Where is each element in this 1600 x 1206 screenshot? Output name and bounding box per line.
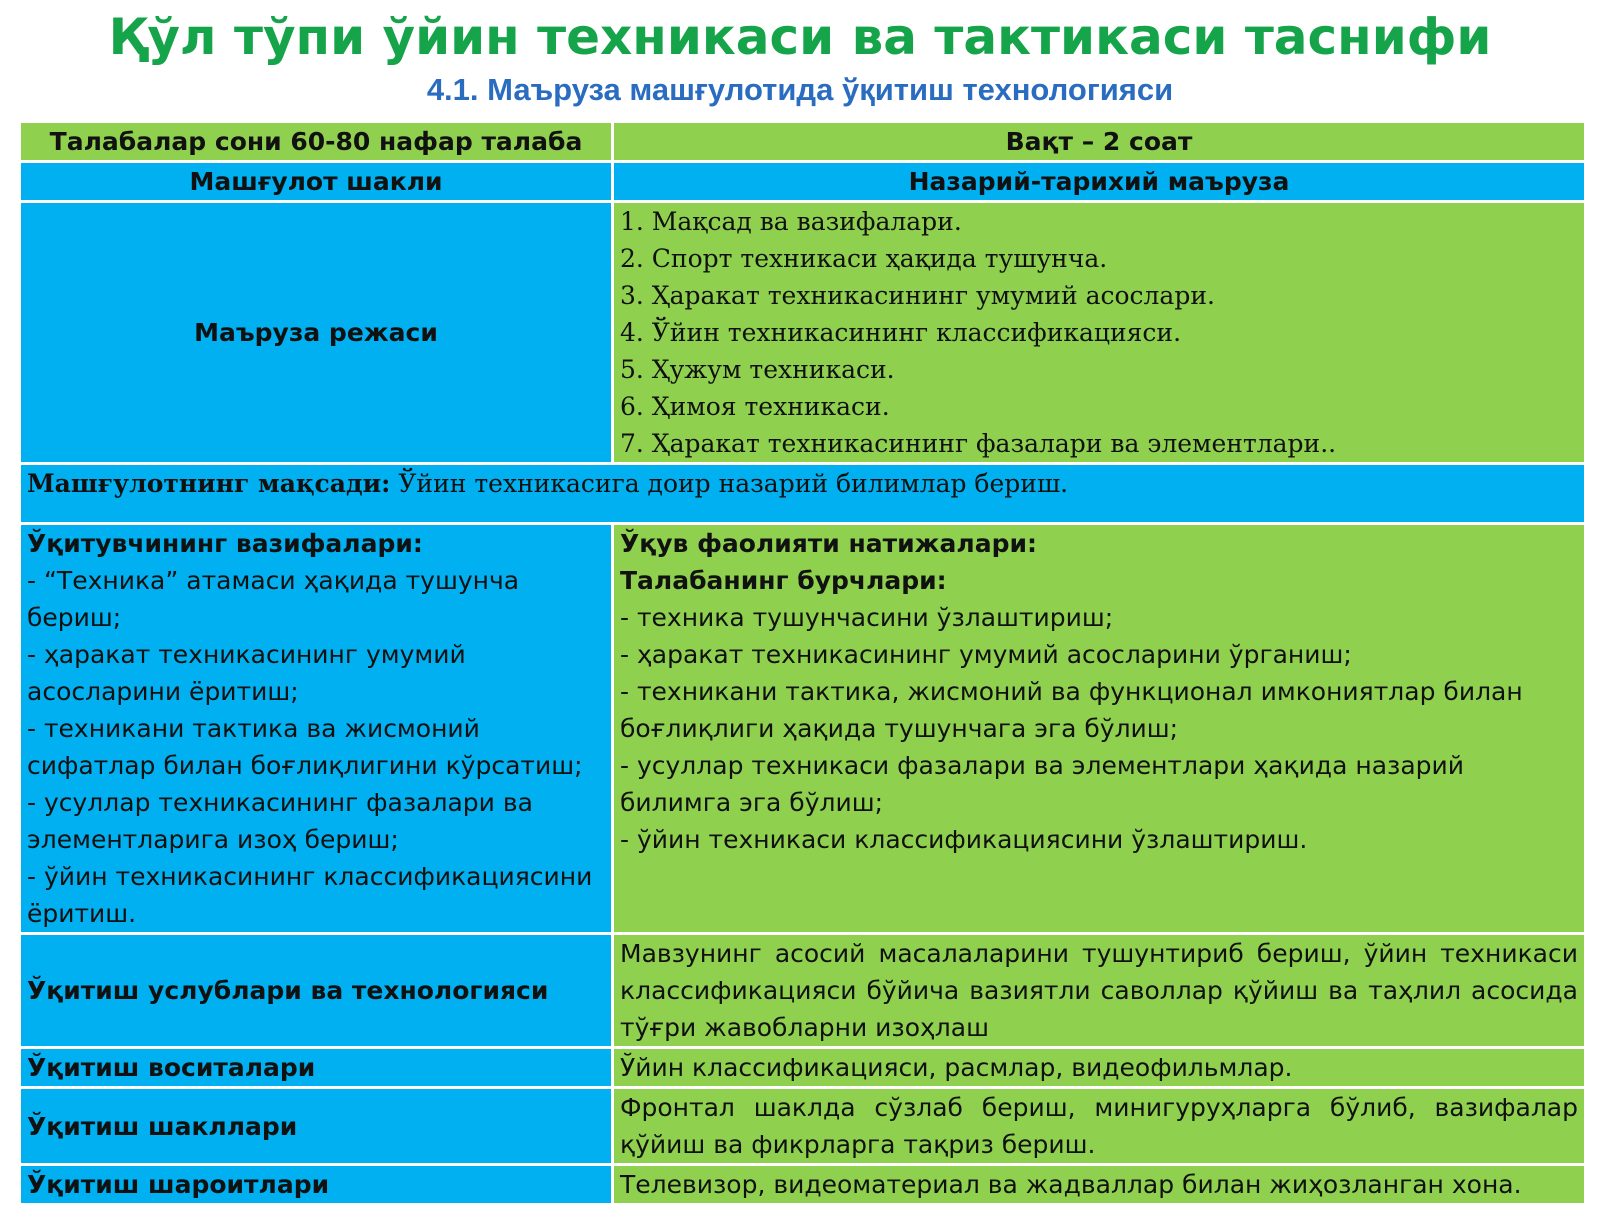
list-item: 4. Ўйин техникасининг классификацияси. [620,318,1182,347]
lesson-goal-cell [20,464,1586,524]
duration-cell: Вақт – 2 соат [613,122,1586,162]
lesson-form-label: Машғулот шакли [20,162,613,202]
list-item: - техникани тактика, жисмоний ва функционал имкониятлар билан боғлиқлиги ҳақида тушунчага эга бўлиш; [620,677,1523,743]
table-row-teaching-forms [20,1088,1586,1165]
list-item: - ҳаракат техникасининг умумий асосларини ўрганиш; [620,640,1352,669]
learning-results-cell [613,524,1586,934]
lecture-plan-label: Маъруза режаси [20,202,613,464]
list-item: - ўйин техникаси классификациясини ўзлаштириш. [620,825,1308,854]
teaching-forms-label: Ўқитиш шакллари [20,1088,613,1165]
teaching-forms-text: Фронтал шаклда сўзлаб бериш, минигуруҳларга бўлиб, вазифалар қўйиш ва фикрларга тақриз бериш. [613,1088,1586,1165]
table-row-lesson-goal [20,464,1586,524]
students-count-cell: Талабалар сони 60-80 нафар талаба [20,122,613,162]
page-subtitle: 4.1. Маъруза машғулотида ўқитиш технологияси [426,72,1174,107]
learning-results-title: Ўқув фаолияти натижалари: [620,529,1037,558]
student-duties-title: Талабанинг бурчлари: [620,566,947,595]
table-row-students-time [20,122,1586,162]
lecture-plan-list [613,202,1586,464]
list-item: 7. Ҳаракат техникасининг фазалари ва элементлари.. [620,429,1337,458]
teaching-conditions-label: Ўқитиш шароитлари [20,1165,613,1205]
teacher-tasks-cell [20,524,613,934]
teaching-methods-text: Мавзунинг асосий масалаларини тушунтириб бериш, ўйин техникаси классификацияси бўйича вазиятли саволлар қўйиш ва таҳлил асосида тўғри жавобларни изоҳлаш [613,934,1586,1048]
list-item: 5. Ҳужум техникаси. [620,355,895,384]
table-row-lecture-plan [20,202,1586,464]
lesson-form-value: Назарий-тарихий маъруза [613,162,1586,202]
table-row-teaching-tools [20,1048,1586,1088]
table-row-lesson-form [20,162,1586,202]
teacher-tasks-title: Ўқитувчининг вазифалари: [27,529,423,558]
page-title: Қўл тўпи ўйин техникаси ва тактикаси таснифи [108,8,1492,66]
teaching-tools-text: Ўйин классификацияси, расмлар, видеофильмлар. [613,1048,1586,1088]
list-item: - “Техника” атамаси ҳақида тушунча бериш; [27,566,520,632]
list-item: 6. Ҳимоя техникаси. [620,392,890,421]
list-item: 2. Спорт техникаси ҳақида тушунча. [620,244,1108,273]
table-row-teaching-conditions [20,1165,1586,1205]
list-item: - ўйин техникасининг классификациясини ёритиш. [27,862,593,928]
list-item: - техника тушунчасини ўзлаштириш; [620,603,1114,632]
list-item: - техникани тактика ва жисмоний сифатлар билан боғлиқлигини кўрсатиш; [27,714,583,780]
list-item: 1. Мақсад ва вазифалари. [620,207,962,236]
teaching-tools-label: Ўқитиш воситалари [20,1048,613,1088]
teaching-conditions-text: Телевизор, видеоматериал ва жадваллар билан жиҳозланган хона. [613,1165,1586,1205]
lesson-goal-text: Ўйин техникасига доир назарий билимлар бериш. [390,469,1069,498]
lesson-plan-table [18,120,1587,1206]
list-item: - усуллар техникасининг фазалари ва элементларига изоҳ бериш; [27,788,533,854]
list-item: 3. Ҳаракат техникасининг умумий асослари. [620,281,1215,310]
list-item: - усуллар техникаси фазалари ва элементлари ҳақида назарий билимга эга бўлиш; [620,751,1465,817]
lesson-goal-label: Машғулотнинг мақсади: [27,469,391,498]
table-row-tasks-results [20,524,1586,934]
list-item: - ҳаракат техникасининг умумий асосларини ёритиш; [27,640,466,706]
teaching-methods-label: Ўқитиш услублари ва технологияси [20,934,613,1048]
table-row-teaching-methods [20,934,1586,1048]
